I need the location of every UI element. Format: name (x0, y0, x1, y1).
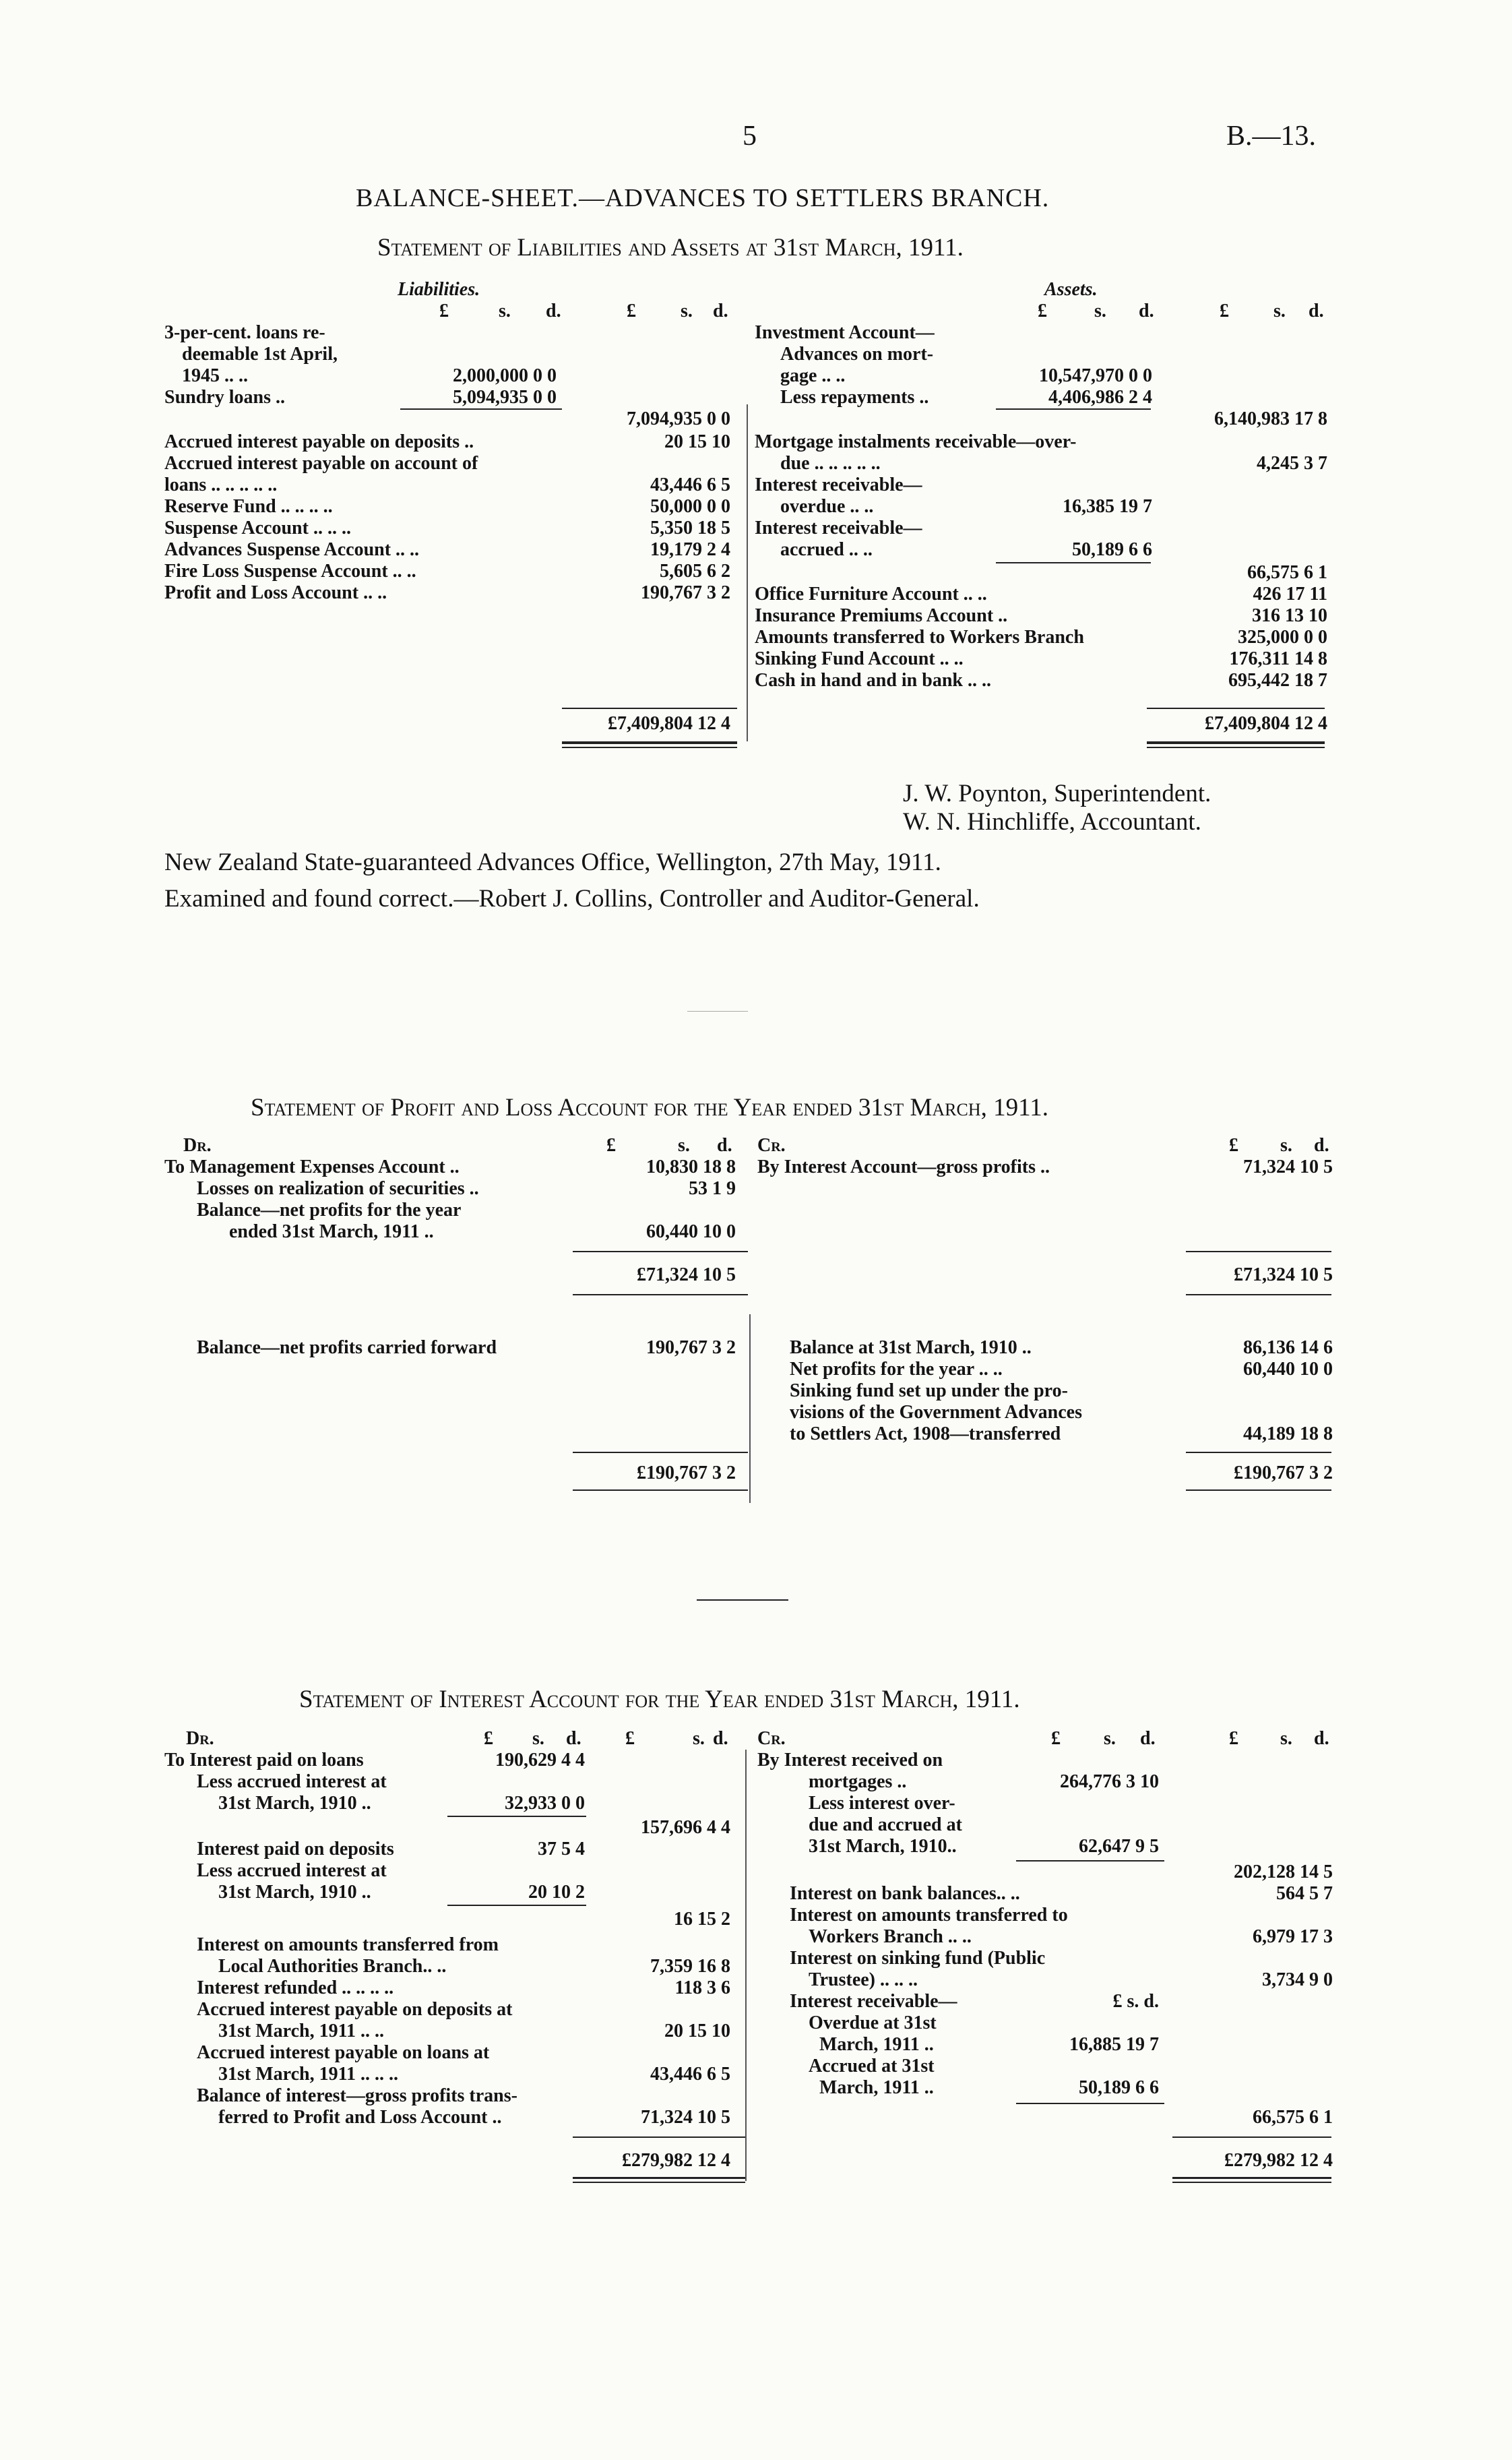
int-debit-label: Interest refunded .. .. .. .. (197, 1977, 394, 1998)
subtotal-rule (996, 408, 1151, 410)
int-dr-inner-pence-head: d. (566, 1728, 581, 1749)
pl-credit-label: By Interest Account—gross profits .. (757, 1157, 1050, 1177)
int-dr-outer-shilling-head: s. (693, 1728, 705, 1749)
pl-debit2-amount: 190,767 3 2 (646, 1337, 736, 1358)
column-divider (747, 404, 748, 741)
asset-outer-amount: 4,245 3 7 (1257, 453, 1327, 474)
int-debit-outer: 71,324 10 5 (641, 2107, 730, 2128)
pl-cr-shilling-head: s. (1280, 1135, 1292, 1156)
int-credit-inner-head: £ s. d. (1112, 1991, 1159, 2012)
liab-outer-shilling-head: s. (681, 301, 693, 321)
total-assets: £7,409,804 12 4 (1205, 713, 1327, 734)
liab-outer-pence-head: d. (713, 301, 728, 321)
double-rule (573, 2177, 745, 2179)
signature-accountant: W. N. Hinchliffe, Accountant. (903, 808, 1201, 836)
asset-label: Amounts transferred to Workers Branch (755, 627, 1084, 648)
signature-superintendent: J. W. Poynton, Superintendent. (903, 780, 1211, 807)
total-liabilities: £7,409,804 12 4 (608, 713, 730, 734)
asset-label: Interest receivable— (755, 474, 922, 495)
interest-title: Statement of Interest Account for the Year ended 31st March, 1911. (299, 1686, 1020, 1713)
liability-outer-amount: 19,179 2 4 (650, 539, 730, 560)
int-cr-outer-pence-head: d. (1314, 1728, 1329, 1749)
int-debit-outer: 118 3 6 (674, 1977, 730, 1998)
asset-outer-amount: 426 17 11 (1253, 584, 1327, 605)
int-debit-label: Accrued interest payable on deposits at (197, 1999, 513, 2020)
liability-label: loans .. .. .. .. .. (164, 474, 278, 495)
int-credit-label: March, 1911 .. (819, 2077, 934, 2098)
subtotal-rule (1016, 1860, 1164, 1862)
pl-credit-amount: 71,324 10 5 (1243, 1157, 1333, 1177)
double-rule (1172, 2182, 1331, 2183)
asset-label: Sinking Fund Account .. .. (755, 648, 964, 669)
section-divider (697, 1599, 788, 1601)
asset-label: overdue .. .. (780, 496, 874, 517)
int-credit-label: Overdue at 31st (809, 2012, 937, 2033)
int-debit-inner: 32,933 0 0 (505, 1793, 585, 1814)
int-dr-outer-pound-head: £ (625, 1728, 635, 1749)
pl-credit2-label: Net profits for the year .. .. (790, 1359, 1003, 1380)
pl-credit2-label: Balance at 31st March, 1910 .. (790, 1337, 1032, 1358)
asset-label: Cash in hand and in bank .. .. (755, 670, 991, 691)
examined-line: Examined and found correct.—Robert J. Collins, Controller and Auditor-General. (164, 885, 980, 913)
int-debit-label: Balance of interest—gross profits trans- (197, 2085, 517, 2106)
int-debit-inner: 20 10 2 (528, 1882, 585, 1903)
int-credit-label: Trustee) .. .. .. (809, 1969, 918, 1990)
int-cr-outer-pound-head: £ (1229, 1728, 1238, 1749)
column-divider (749, 1314, 751, 1503)
int-credit-label: due and accrued at (809, 1814, 962, 1835)
office-line: New Zealand State-guaranteed Advances Office, Wellington, 27th May, 1911. (164, 849, 941, 876)
int-debit-outer: 16 15 2 (674, 1909, 730, 1930)
int-credit-outer: 564 5 7 (1276, 1883, 1333, 1904)
int-debit-outer: 7,359 16 8 (650, 1956, 730, 1977)
int-debit-inner: 190,629 4 4 (495, 1750, 585, 1771)
pl-credit2-amount: 86,136 14 6 (1243, 1337, 1333, 1358)
total-rule (573, 1452, 748, 1453)
pl-debit-label: Balance—net profits for the year (197, 1200, 462, 1221)
liability-label: 1945 .. .. (182, 365, 248, 386)
pl-credit2-label: Sinking fund set up under the pro- (790, 1380, 1068, 1401)
double-rule (562, 741, 737, 744)
liability-label: 3-per-cent. loans re- (164, 322, 325, 343)
pl-debit-label: ended 31st March, 1911 .. (229, 1221, 434, 1242)
subtotal-rule (400, 408, 562, 410)
pl-debit2-label: Balance—net profits carried forward (197, 1337, 497, 1358)
asset-inner-amount: 4,406,986 2 4 (1048, 387, 1152, 408)
asset-label: gage .. .. (780, 365, 846, 386)
liability-label: Reserve Fund .. .. .. .. (164, 496, 333, 517)
int-debit-outer: 43,446 6 5 (650, 2064, 730, 2085)
total-rule (1186, 1251, 1331, 1252)
pl-total-cr2: £190,767 3 2 (1234, 1463, 1333, 1483)
int-cr-inner-pence-head: d. (1140, 1728, 1156, 1749)
total-rule (562, 708, 737, 709)
assets-inner-pound-head: £ (1038, 301, 1047, 321)
total-rule (1172, 2136, 1331, 2138)
int-debit-label: To Interest paid on loans (164, 1750, 364, 1771)
report-code: B.—13. (1226, 121, 1317, 152)
int-credit-label: Interest on sinking fund (Public (790, 1948, 1046, 1969)
int-credit-outer: 66,575 6 1 (1253, 2107, 1333, 2128)
profit-loss-title: Statement of Profit and Loss Account for the Year ended 31st March, 1911. (251, 1094, 1048, 1121)
asset-outer-amount: 316 13 10 (1252, 605, 1327, 626)
asset-outer-amount: 695,442 18 7 (1228, 670, 1327, 691)
int-credit-label: Interest on amounts transferred to (790, 1905, 1068, 1926)
liability-inner-amount: 5,094,935 0 0 (453, 387, 557, 408)
int-credit-outer: 202,128 14 5 (1234, 1862, 1333, 1882)
liability-outer-amount: 7,094,935 0 0 (627, 408, 730, 429)
int-credit-label: By Interest received on (757, 1750, 943, 1771)
int-cr-inner-pound-head: £ (1051, 1728, 1061, 1749)
assets-outer-pence-head: d. (1309, 301, 1324, 321)
int-debit-label: Interest paid on deposits (197, 1839, 394, 1859)
int-debit-label: Interest on amounts transferred from (197, 1934, 499, 1955)
asset-label: Mortgage instalments receivable—over- (755, 431, 1077, 452)
pl-cr-heading: Cr. (757, 1135, 786, 1156)
balance-sheet-subtitle: Statement of Liabilities and Assets at 31st March, 1911. (377, 234, 964, 262)
liability-outer-amount: 43,446 6 5 (650, 474, 730, 495)
subtotal-rule (996, 562, 1151, 563)
int-cr-outer-shilling-head: s. (1280, 1728, 1292, 1749)
int-dr-heading: Dr. (186, 1728, 214, 1749)
liability-outer-amount: 5,605 6 2 (660, 561, 730, 582)
asset-inner-amount: 10,547,970 0 0 (1039, 365, 1152, 386)
subtotal-rule (447, 1905, 586, 1906)
pl-debit-amount: 10,830 18 8 (646, 1157, 736, 1177)
int-debit-label: Less accrued interest at (197, 1771, 387, 1792)
assets-inner-shilling-head: s. (1094, 301, 1106, 321)
asset-outer-amount: 325,000 0 0 (1238, 627, 1327, 648)
double-rule (1147, 747, 1325, 748)
int-dr-inner-shilling-head: s. (532, 1728, 544, 1749)
asset-outer-amount: 6,140,983 17 8 (1214, 408, 1327, 429)
liability-outer-amount: 5,350 18 5 (650, 518, 730, 539)
pl-credit2-amount: 44,189 18 8 (1243, 1423, 1333, 1444)
int-credit-label: Interest on bank balances.. .. (790, 1883, 1020, 1904)
balance-sheet-title: BALANCE-SHEET.—ADVANCES TO SETTLERS BRANCH. (356, 184, 1050, 212)
pl-debit-label: To Management Expenses Account .. (164, 1157, 460, 1177)
asset-label: accrued .. .. (780, 539, 873, 560)
int-debit-outer: 20 15 10 (664, 2021, 730, 2041)
assets-outer-shilling-head: s. (1273, 301, 1286, 321)
int-credit-inner: 50,189 6 6 (1079, 2077, 1159, 2098)
double-rule (1147, 741, 1325, 744)
int-credit-label: mortgages .. (809, 1771, 907, 1792)
total-rule (573, 2136, 745, 2138)
pl-debit-amount: 53 1 9 (689, 1178, 736, 1199)
liabilities-heading: Liabilities. (398, 279, 480, 300)
pl-credit2-amount: 60,440 10 0 (1243, 1359, 1333, 1380)
asset-label: Advances on mort- (780, 344, 934, 365)
liability-label: Accrued interest payable on account of (164, 453, 478, 474)
pl-total-dr: £71,324 10 5 (637, 1264, 736, 1285)
pl-dr-heading: Dr. (183, 1135, 212, 1156)
total-rule (573, 1489, 748, 1491)
int-dr-inner-pound-head: £ (484, 1728, 493, 1749)
asset-label: Office Furniture Account .. .. (755, 584, 987, 605)
total-rule (573, 1251, 748, 1252)
asset-inner-amount: 50,189 6 6 (1072, 539, 1152, 560)
total-rule (1147, 708, 1325, 709)
liability-label: Accrued interest payable on deposits .. (164, 431, 474, 452)
pl-credit2-label: visions of the Government Advances (790, 1402, 1082, 1423)
asset-outer-amount: 66,575 6 1 (1247, 562, 1327, 583)
int-total-cr: £279,982 12 4 (1224, 2150, 1333, 2171)
liab-inner-shilling-head: s. (499, 301, 511, 321)
liability-label: Suspense Account .. .. .. (164, 518, 351, 539)
liab-inner-pound-head: £ (439, 301, 449, 321)
pl-dr-pence-head: d. (717, 1135, 732, 1156)
int-cr-inner-shilling-head: s. (1104, 1728, 1116, 1749)
int-credit-label: Accrued at 31st (809, 2056, 935, 2077)
double-rule (1172, 2177, 1331, 2179)
pl-dr-shilling-head: s. (678, 1135, 690, 1156)
pl-total-dr2: £190,767 3 2 (637, 1463, 736, 1483)
asset-inner-amount: 16,385 19 7 (1063, 496, 1152, 517)
subtotal-rule (1016, 2103, 1164, 2104)
asset-label: due .. .. .. .. .. (780, 453, 881, 474)
assets-heading: Assets. (1044, 279, 1098, 300)
section-divider (687, 1011, 748, 1012)
liability-label: Fire Loss Suspense Account .. .. (164, 561, 416, 582)
pl-total-cr: £71,324 10 5 (1234, 1264, 1333, 1285)
int-credit-inner: 62,647 9 5 (1079, 1836, 1159, 1857)
double-rule (562, 747, 737, 748)
int-cr-heading: Cr. (757, 1728, 786, 1749)
int-credit-inner: 16,885 19 7 (1069, 2034, 1159, 2055)
liability-label: Sundry loans .. (164, 387, 285, 408)
liability-outer-amount: 20 15 10 (664, 431, 730, 452)
int-debit-label: ferred to Profit and Loss Account .. (218, 2107, 502, 2128)
int-debit-outer: 157,696 4 4 (641, 1817, 730, 1838)
int-debit-label: Less accrued interest at (197, 1860, 387, 1881)
int-dr-outer-pence-head: d. (713, 1728, 728, 1749)
int-debit-label: 31st March, 1911 .. .. (218, 2021, 385, 2041)
asset-label: Interest receivable— (755, 518, 922, 539)
liability-outer-amount: 50,000 0 0 (650, 496, 730, 517)
int-credit-inner: 264,776 3 10 (1060, 1771, 1159, 1792)
double-rule (573, 2182, 745, 2183)
asset-label: Insurance Premiums Account .. (755, 605, 1008, 626)
int-debit-inner: 37 5 4 (538, 1839, 585, 1859)
liability-label: deemable 1st April, (182, 344, 338, 365)
int-debit-label: Accrued interest payable on loans at (197, 2042, 490, 2063)
assets-inner-pence-head: d. (1139, 301, 1154, 321)
asset-outer-amount: 176,311 14 8 (1229, 648, 1327, 669)
pl-cr-pence-head: d. (1314, 1135, 1329, 1156)
int-debit-label: Local Authorities Branch.. .. (218, 1956, 447, 1977)
int-credit-label: Interest receivable— (790, 1991, 957, 2012)
total-rule (1186, 1452, 1331, 1453)
page-number: 5 (743, 121, 757, 152)
pl-dr-pound-head: £ (606, 1135, 616, 1156)
int-debit-label: 31st March, 1910 .. (218, 1882, 371, 1903)
liability-label: Advances Suspense Account .. .. (164, 539, 420, 560)
int-total-dr: £279,982 12 4 (622, 2150, 730, 2171)
total-rule (1186, 1489, 1331, 1491)
int-credit-label: Workers Branch .. .. (809, 1926, 972, 1947)
int-credit-label: March, 1911 .. (819, 2034, 934, 2055)
column-divider (745, 1750, 747, 2181)
pl-debit-label: Losses on realization of securities .. (197, 1178, 479, 1199)
liability-label: Profit and Loss Account .. .. (164, 582, 387, 603)
int-debit-label: 31st March, 1911 .. .. .. (218, 2064, 399, 2085)
pl-debit-amount: 60,440 10 0 (646, 1221, 736, 1242)
subtotal-rule (447, 1816, 586, 1817)
int-credit-label: 31st March, 1910.. (809, 1836, 957, 1857)
asset-label: Investment Account— (755, 322, 935, 343)
int-debit-label: 31st March, 1910 .. (218, 1793, 371, 1814)
liab-inner-pence-head: d. (546, 301, 561, 321)
int-credit-outer: 6,979 17 3 (1253, 1926, 1333, 1947)
total-rule (1186, 1294, 1331, 1295)
int-credit-outer: 3,734 9 0 (1262, 1969, 1333, 1990)
liability-outer-amount: 190,767 3 2 (641, 582, 730, 603)
int-credit-label: Less interest over- (809, 1793, 955, 1814)
pl-credit2-label: to Settlers Act, 1908—transferred (790, 1423, 1061, 1444)
liab-outer-pound-head: £ (627, 301, 636, 321)
assets-outer-pound-head: £ (1220, 301, 1229, 321)
asset-label: Less repayments .. (780, 387, 929, 408)
pl-cr-pound-head: £ (1229, 1135, 1238, 1156)
liability-inner-amount: 2,000,000 0 0 (453, 365, 557, 386)
total-rule (573, 1294, 748, 1295)
